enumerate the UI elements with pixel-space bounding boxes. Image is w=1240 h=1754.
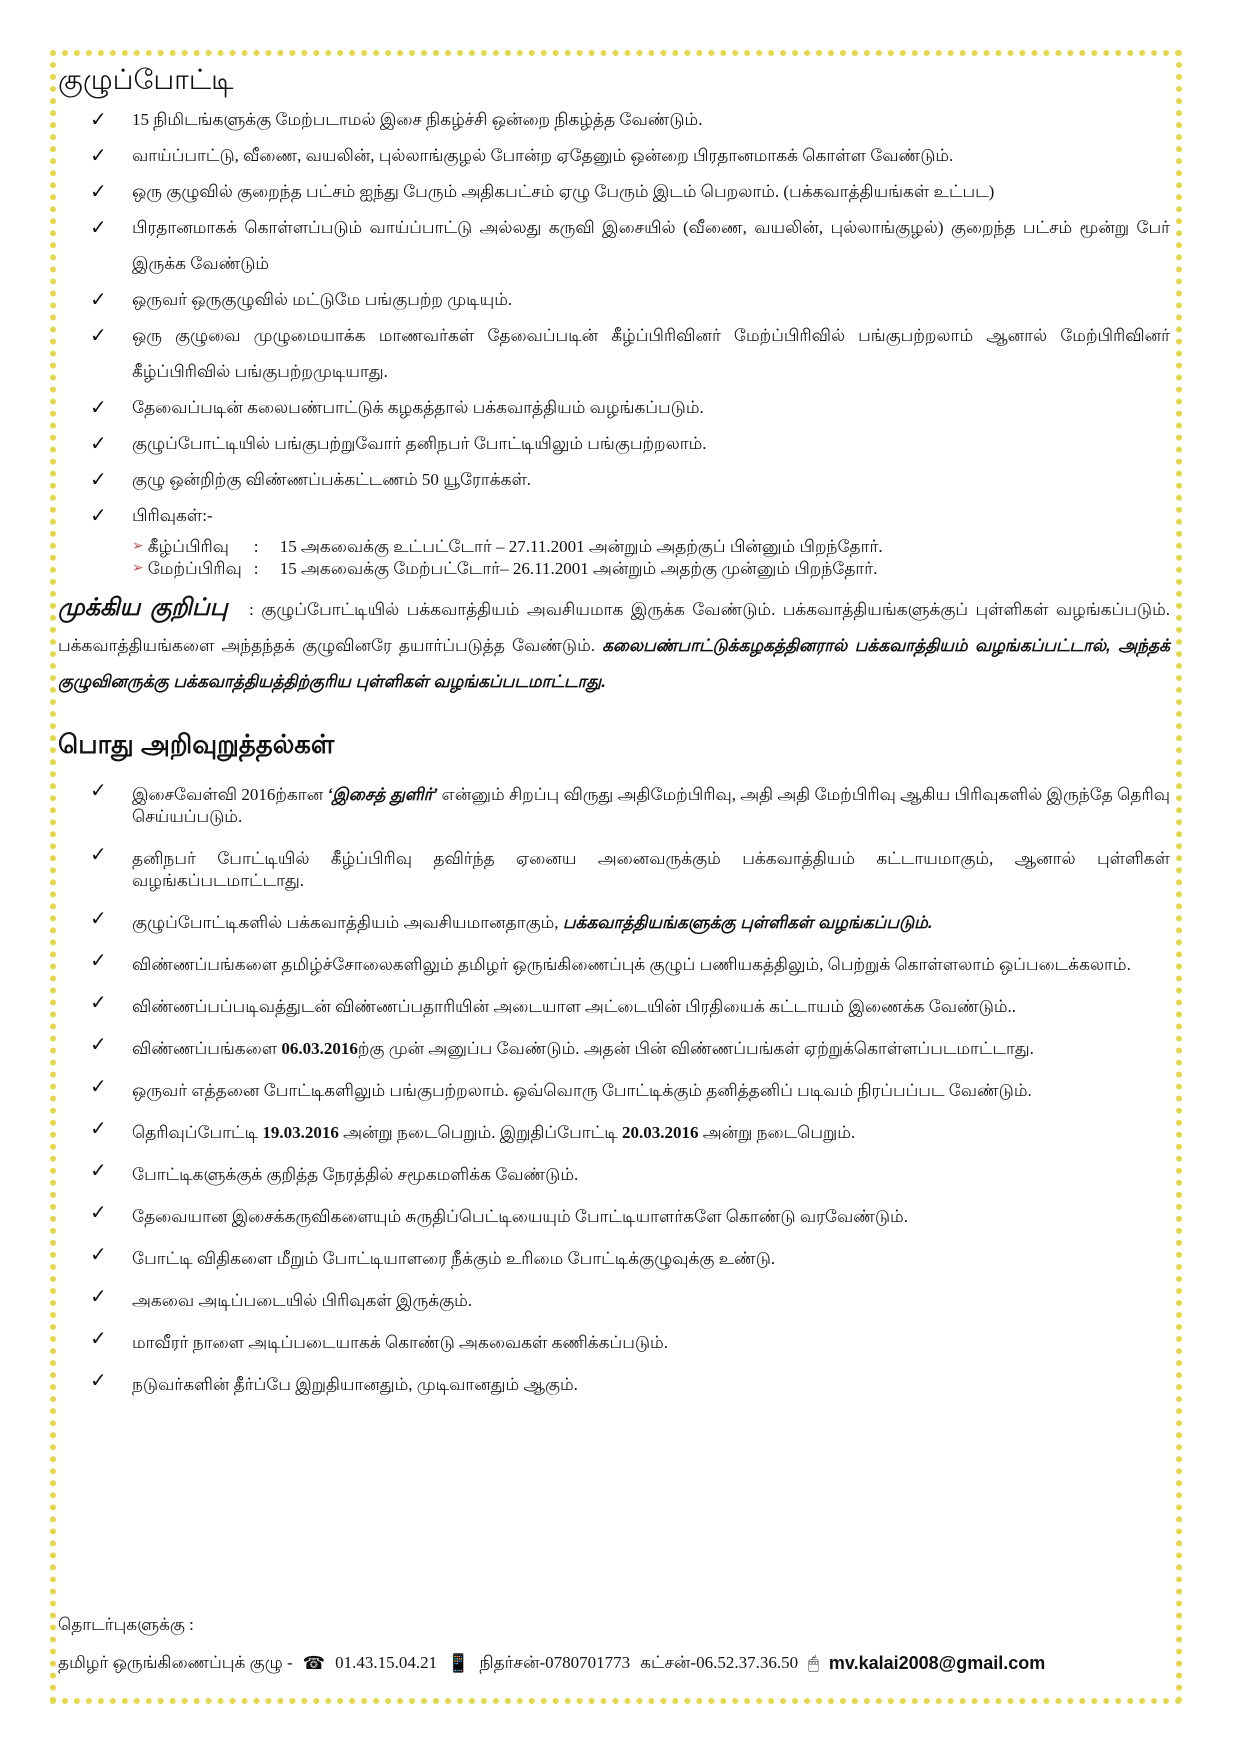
- check-icon: ✓: [90, 908, 107, 930]
- list-item: ✓ பிரிவுகள்:-: [58, 498, 1174, 534]
- list-item: ✓ விண்ணப்பப்படிவத்துடன் விண்ணப்பதாரியின் அடையாள அட்டையின் பிரதியைக் கட்டாயம் இணைக்க வேண்டும்..: [90, 992, 1017, 1016]
- check-icon: ✓: [90, 1076, 107, 1098]
- contact-person-2: கட்சன்-06.52.37.36.50: [640, 1653, 799, 1672]
- list-item: ✓ போட்டிகளுக்குக் குறித்த நேரத்தில் சமூகமளிக்க வேண்டும்.: [90, 1160, 579, 1184]
- contact-heading: தொடர்புகளுக்கு :: [58, 1615, 194, 1634]
- check-icon: ✓: [90, 1034, 107, 1056]
- list-item: ✓ வாய்ப்பாட்டு, வீணை, வயலின், புல்லாங்குழல் போன்ற ஏதேனும் ஒன்றை பிரதானமாகக் கொள்ள வேண்டும்.: [58, 138, 1174, 174]
- important-note-text: குழுப்போட்டியில் பக்கவாத்தியம் அவசியமாக இருக்க வேண்டும். பக்கவாத்தியங்களுக்குப் புள்ளிகள் வழங்கப்படும். பக்கவாத்தியங்களை அந்தந்தக் குழுவினரே தயார்ப்படுத்த வேண்டும்.: [58, 600, 1171, 655]
- category-label: கீழ்ப்பிரிவு: [147, 537, 229, 556]
- check-icon: ✓: [90, 1370, 107, 1392]
- check-icon: ✓: [90, 505, 107, 527]
- section-title-general-instructions: பொது அறிவுறுத்தல்கள்: [58, 729, 335, 759]
- category-item: ➢ கீழ்ப்பிரிவு : 15 அகவைக்கு உட்பட்டோர் – 27.11.2001 அன்றும் அதற்குப் பின்னும் பிறந்தோர்.: [132, 537, 883, 556]
- list-item: ✓ தெரிவுப்போட்டி 19.03.2016 அன்று நடைபெறும். இறுதிப்போட்டி 20.03.2016 அன்று நடைபெறும்.: [90, 1118, 856, 1142]
- check-icon: ✓: [90, 397, 107, 419]
- list-item: ✓ ஒருவர் ஒருகுழுவில் மட்டுமே பங்குபற்ற முடியும்.: [58, 282, 1174, 318]
- category-text: 15 அகவைக்கு உட்பட்டோர் – 27.11.2001 அன்றும் அதற்குப் பின்னும் பிறந்தோர்.: [279, 537, 883, 556]
- check-icon: ✓: [90, 950, 107, 972]
- check-icon: ✓: [90, 844, 107, 866]
- list-item: ✓ குழுப்போட்டியில் பங்குபற்றுவோர் தனிநபர் போட்டியிலும் பங்குபற்றலாம்.: [58, 426, 1174, 462]
- check-icon: ✓: [90, 1328, 107, 1350]
- check-icon: ✓: [90, 1118, 107, 1140]
- list-item: ✓ ஒருவர் எத்தனை போட்டிகளிலும் பங்குபற்றலாம். ஒவ்வொரு போட்டிக்கும் தனித்தனிப் படிவம் நிரப்பப்பட வேண்டும்.: [90, 1076, 1032, 1100]
- category-label: மேற்ப்பிரிவு: [147, 559, 242, 578]
- list-item: ✓ குழுப்போட்டிகளில் பக்கவாத்தியம் அவசியமானதாகும், பக்கவாத்தியங்களுக்கு புள்ளிகள் வழங்கப்படும்.: [90, 908, 933, 932]
- list-item: ✓ நடுவர்களின் தீர்ப்பே இறுதியானதும், முடிவானதும் ஆகும்.: [90, 1370, 578, 1394]
- list-item: ✓ 15 நிமிடங்களுக்கு மேற்படாமல் இசை நிகழ்ச்சி ஒன்றை நிகழ்த்த வேண்டும்.: [58, 102, 1174, 138]
- organization-name: தமிழர் ஒருங்கிணைப்புக் குழு -: [58, 1653, 293, 1672]
- check-icon: ✓: [90, 289, 107, 311]
- list-item: ✓ அகவை அடிப்படையில் பிரிவுகள் இருக்கும்.: [90, 1286, 473, 1310]
- mobile-phone-icon: 📱: [447, 1653, 470, 1673]
- list-item: ✓ மாவீரர் நாளை அடிப்படையாகக் கொண்டு அகவைகள் கணிக்கப்படும்.: [90, 1328, 668, 1352]
- check-icon: ✓: [90, 780, 107, 802]
- list-item: ✓ இசைவேள்வி 2016ற்கான ‘இசைத் துளிர்’ என்னும் சிறப்பு விருது அதிமேற்பிரிவு, அதி அதி மேற்பிரிவு ஆகிய பிரிவுகளில் இருந்தே தெரிவு செய்யப்படும்.: [90, 780, 1170, 826]
- category-text: 15 அகவைக்கு மேற்பட்டோர்– 26.11.2001 அன்றும் அதற்கு முன்னும் பிறந்தோர்.: [279, 559, 878, 578]
- general-rules-list: [58, 780, 1174, 1396]
- check-icon: ✓: [90, 1244, 107, 1266]
- check-icon: ✓: [90, 1202, 107, 1224]
- important-note-emphasis: கலைபண்பாட்டுக்கழகத்தினரால் பக்கவாத்தியம் வழங்கப்பட்டால், அந்தக் குழுவினருக்கு பக்கவாத்தியத்திற்குரிய புள்ளிகள் வழங்கப்படமாட்டாது.: [58, 636, 1171, 691]
- list-item: ✓ தனிநபர் போட்டியில் கீழ்ப்பிரிவு தவிர்ந்த ஏனைய அனைவருக்கும் பக்கவாத்தியம் கட்டாயமாகும், ஆனால் புள்ளிகள் வழங்கப்படமாட்டாது.: [90, 844, 1170, 890]
- group-rules-list: [58, 102, 1174, 534]
- important-note-title: முக்கிய குறிப்பு: [58, 594, 228, 621]
- list-item: ✓ தேவைப்படின் கலைபண்பாட்டுக் கழகத்தால் பக்கவாத்தியம் வழங்கப்படும்.: [58, 390, 1174, 426]
- telephone-icon: ☎: [302, 1653, 326, 1673]
- list-item: ✓ போட்டி விதிகளை மீறும் போட்டியாளரை நீக்கும் உரிமை போட்டிக்குழுவுக்கு உண்டு.: [90, 1244, 776, 1268]
- important-note: முக்கிய குறிப்பு : குழுப்போட்டியில் பக்கவாத்தியம் அவசியமாக இருக்க வேண்டும். பக்கவாத்தியங்களுக்குப் புள்ளிகள் வழங்கப்படும். பக்கவாத்தியங்களை அந்தந்தக் குழுவினரே தயார்ப்படுத்த வேண்டும். கலைபண்பாட்டுக்கழகத்தினரால் பக்கவாத்தியம் வழங்கப்பட்டால், அந்தக் குழுவினருக்கு பக்கவாத்தியத்திற்குரிய புள்ளிகள் வழங்கப்படமாட்டாது.: [58, 594, 1171, 691]
- arrow-bullet-icon: ➢: [132, 561, 144, 576]
- check-icon: ✓: [90, 325, 107, 347]
- check-icon: ✓: [90, 433, 107, 455]
- document-body: [58, 58, 1174, 1416]
- check-icon: ✓: [90, 217, 107, 239]
- arrow-bullet-icon: ➢: [132, 539, 144, 554]
- section-title-group-competition: குழுப்போட்டி: [58, 64, 234, 95]
- list-item: ✓ பிரதானமாகக் கொள்ளப்படும் வாய்ப்பாட்டு அல்லது கருவி இசையில் (வீணை, வயலின், புல்லாங்குழல்) குறைந்த பட்சம் மூன்று பேர் இருக்க வேண்டும்: [58, 210, 1174, 282]
- contact-details: [58, 1650, 1174, 1676]
- check-icon: ✓: [90, 1286, 107, 1308]
- check-icon: ✓: [90, 109, 107, 131]
- list-item: ✓ ஒரு குழுவில் குறைந்த பட்சம் ஐந்து பேரும் அதிகபட்சம் ஏழு பேரும் இடம் பெறலாம். (பக்கவாத்தியங்கள் உட்பட): [58, 174, 1174, 210]
- list-item: ✓ விண்ணப்பங்களை தமிழ்ச்சோலைகளிலும் தமிழர் ஒருங்கிணைப்புக் குழுப் பணியகத்திலும், பெற்றுக் கொள்ளலாம் ஒப்படைக்கலாம்.: [90, 950, 1131, 974]
- contact-person-1: நிதர்சன்-0780701773: [479, 1653, 631, 1672]
- check-icon: ✓: [90, 992, 107, 1014]
- list-item: ✓ குழு ஒன்றிற்கு விண்ணப்பக்கட்டணம் 50 யூரோக்கள்.: [58, 462, 1174, 498]
- category-list: [132, 536, 1174, 580]
- phone-number: 01.43.15.04.21: [335, 1653, 438, 1672]
- list-item: ✓ தேவையான இசைக்கருவிகளையும் சுருதிப்பெட்டியையும் போட்டியாளர்களே கொண்டு வரவேண்டும்.: [90, 1202, 908, 1226]
- mouse-icon: 🖱: [808, 1653, 819, 1673]
- check-icon: ✓: [90, 145, 107, 167]
- contact-footer: [58, 1612, 1174, 1676]
- list-item: ✓ ஒரு குழுவை முழுமையாக்க மாணவர்கள் தேவைப்படின் கீழ்ப்பிரிவினர் மேற்ப்பிரிவில் பங்குபற்றலாம் ஆனால் மேற்பிரிவினர் கீழ்ப்பிரிவில் பங்குபற்றமுடியாது.: [58, 318, 1174, 390]
- category-item: ➢ மேற்ப்பிரிவு : 15 அகவைக்கு மேற்பட்டோர்– 26.11.2001 அன்றும் அதற்கு முன்னும் பிறந்தோர்.: [132, 559, 878, 578]
- email-link[interactable]: mv.kalai2008@gmail.com: [828, 1653, 1046, 1673]
- check-icon: ✓: [90, 1160, 107, 1182]
- check-icon: ✓: [90, 181, 107, 203]
- check-icon: ✓: [90, 469, 107, 491]
- list-item: ✓ விண்ணப்பங்களை 06.03.2016ற்கு முன் அனுப்ப வேண்டும். அதன் பின் விண்ணப்பங்கள் ஏற்றுக்கொள்ளப்படமாட்டாது.: [90, 1034, 1034, 1058]
